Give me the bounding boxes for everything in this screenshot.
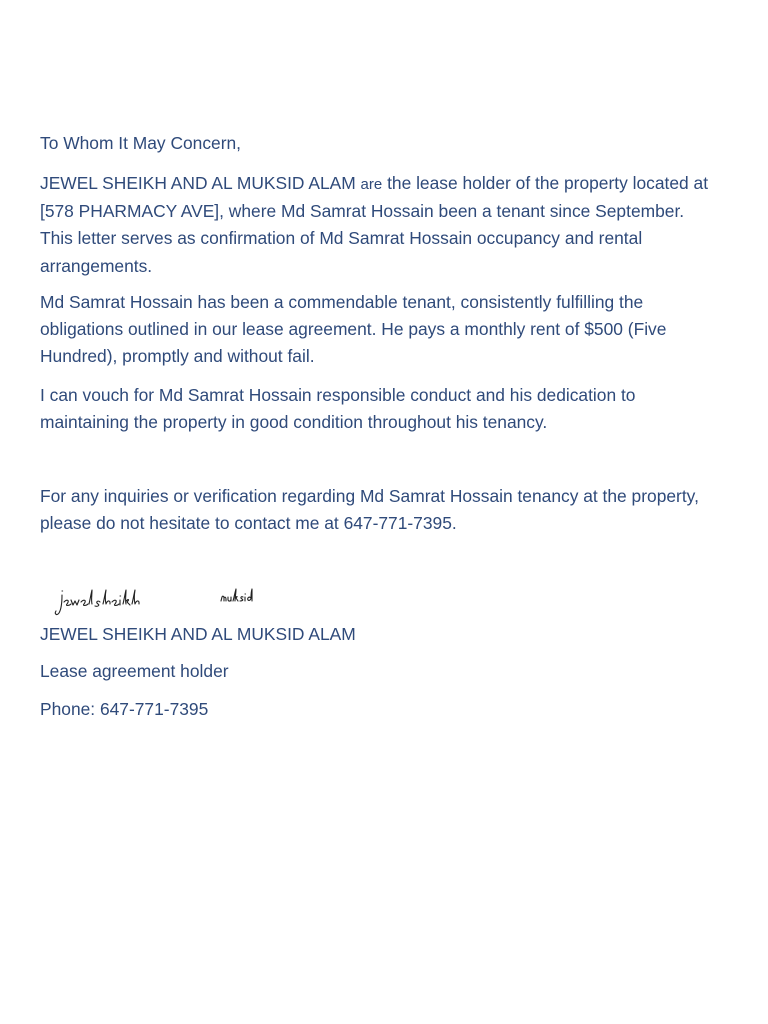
paragraph-2: Md Samrat Hossain has been a commendable tenant, consistently fulfilling the obligations outlined in our lease agreement. He pays a monthly rent of $500 (Five Hundred), promptly and without fail. (40, 292, 667, 367)
verb-are: are (360, 176, 383, 193)
signatory-phone: Phone: 647-771-7395 (40, 699, 209, 719)
signatures (52, 586, 312, 618)
signature-muksid (219, 586, 261, 618)
paragraph-4: For any inquiries or verification regarding Md Samrat Hossain tenancy at the property, please do not hesitate to contact me at 647-771-7395. (40, 486, 699, 534)
signature-jewel-sheikh (52, 586, 147, 618)
paragraph-1-rest: the lease holder of the property located at [578 PHARMACY AVE], where Md Samrat Hossain been a tenant since September. This letter serves as confirmation of Md Samrat Hossain occupancy and rental arrangements. (40, 173, 709, 276)
salutation: To Whom It May Concern, (40, 133, 242, 153)
paragraph-3: I can vouch for Md Samrat Hossain responsible conduct and his dedication to maintaining the property in good condition throughout his tenancy. (40, 385, 636, 433)
lease-holders-names: JEWEL SHEIKH AND AL MUKSID ALAM (40, 173, 356, 193)
signatory-names: JEWEL SHEIKH AND AL MUKSID ALAM (40, 624, 356, 644)
signatory-title: Lease agreement holder (40, 661, 229, 681)
paragraph-1 (40, 170, 720, 280)
